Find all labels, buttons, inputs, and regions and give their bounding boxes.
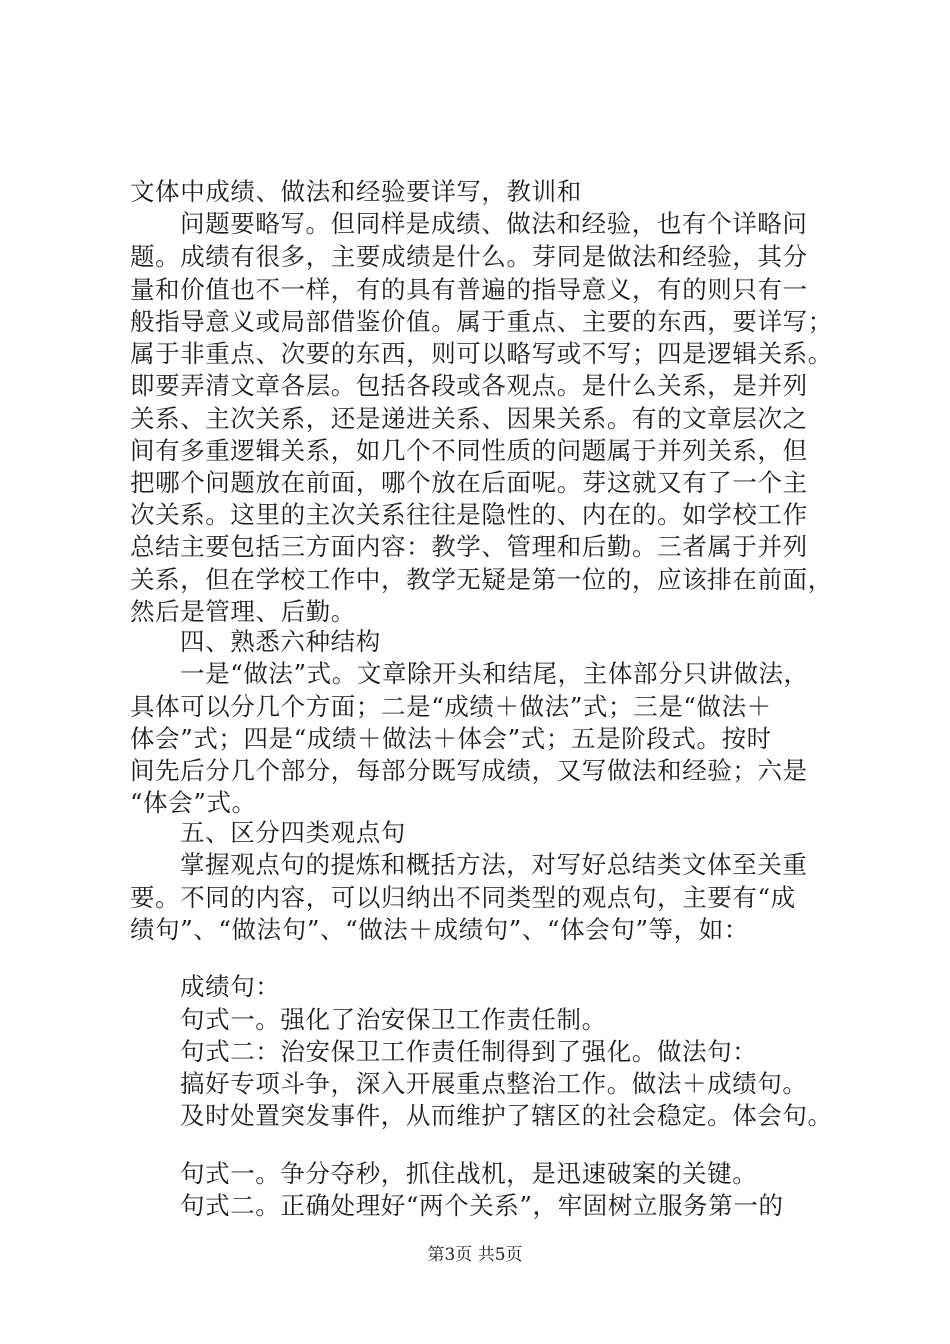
text-line: 一是“做法”式。文章除开头和结尾，主体部分只讲做法，: [180, 659, 809, 688]
text-line: 总结主要包括三方面内容：教学、管理和后勤。三者属于并列: [130, 532, 808, 561]
text-line: 般指导意义或局部借鉴价值。属于重点、主要的东西，要详写；: [130, 307, 833, 336]
text-line: 搞好专项斗争，深入开展重点整治工作。做法＋成绩句。: [180, 1069, 808, 1098]
text-line: 量和价值也不一样，有的具有普遍的指导意义，有的则只有一: [130, 275, 808, 304]
page-footer: 第3页 共5页: [427, 1245, 523, 1265]
text-line: 属于非重点、次要的东西，则可以略写或不写；四是逻辑关系。: [130, 339, 833, 368]
text-line: 次关系。这里的主次关系往往是隐性的、内在的。如学校工作: [130, 500, 808, 529]
text-line: 即要弄清文章各层。包括各段或各观点。是什么关系，是并列: [130, 371, 808, 400]
text-line: 成绩句：: [180, 972, 281, 1001]
text-line: 要。不同的内容，可以归纳出不同类型的观点句，主要有“成: [130, 883, 796, 912]
text-line: 关系，但在学校工作中，教学无疑是第一位的，应该排在前面，: [130, 565, 833, 594]
section-heading: 四、熟悉六种结构: [180, 627, 381, 656]
text-line: 句式一。强化了治安保卫工作责任制。: [180, 1005, 607, 1034]
text-line: 绩句”、“做法句”、“做法＋成绩句”、“体会句”等，如：: [130, 915, 749, 944]
text-line: 文体中成绩、做法和经验要详写，教训和: [130, 177, 582, 206]
section-heading: 五、区分四类观点句: [180, 818, 406, 847]
text-line: 句式二。正确处理好“两个关系”，牢固树立服务第一的: [180, 1191, 784, 1220]
text-line: 间有多重逻辑关系，如几个不同性质的问题属于并列关系，但: [130, 436, 808, 465]
text-line: 然后是管理、后勤。: [130, 597, 356, 626]
text-line: 把哪个问题放在前面，哪个放在后面呢。芽这就又有了一个主: [130, 468, 808, 497]
text-line: 及时处置突发事件，从而维护了辖区的社会稳定。体会句。: [180, 1101, 833, 1130]
text-line: “体会”式。: [130, 788, 257, 817]
text-line: 具体可以分几个方面；二是“成绩＋做法”式；三是“做法＋: [130, 692, 772, 721]
text-line: 问题要略写。但同样是成绩、做法和经验，也有个详略问: [180, 209, 808, 238]
text-line: 句式二：治安保卫工作责任制得到了强化。做法句：: [180, 1037, 758, 1066]
text-line: 关系、主次关系，还是递进关系、因果关系。有的文章层次之: [130, 404, 808, 433]
text-line: 体会”式；四是“成绩＋做法＋体会”式；五是阶段式。按时: [130, 724, 772, 753]
text-line: 题。成绩有很多，主要成绩是什么。芽同是做法和经验，其分: [130, 242, 808, 271]
text-line: 句式一。争分夺秒，抓住战机，是迅速破案的关键。: [180, 1159, 758, 1188]
text-line: 间先后分几个部分，每部分既写成绩，又写做法和经验；六是: [130, 756, 808, 785]
text-line: 掌握观点句的提炼和概括方法，对写好总结类文体至关重: [180, 850, 808, 879]
